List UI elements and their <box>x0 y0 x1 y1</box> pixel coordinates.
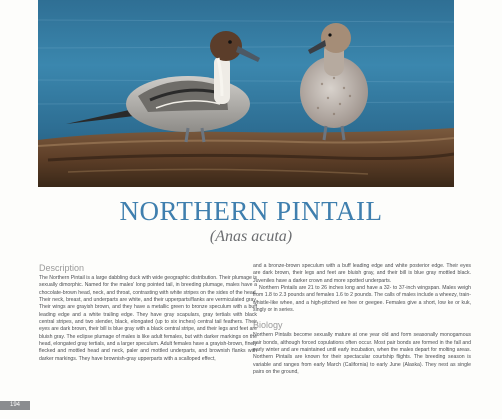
description-size-paragraph: Northern Pintails are 21 to 26 inches long and have a 32- to 37-inch wingspan. Males weigh from 1.8 to 2.3 pounds and females 1.6 to 2 pounds. The calls of males include a wheezy, train-whistle-like whee, and a high-pitched ee hee or geegee. Females give a short, low ke or kuk, singly or in series. <box>253 285 471 314</box>
description-continued-paragraph: and a bronze-brown speculum with a buff leading edge and white posterior edge. Their eyes are dark brown, their legs and feet are bluish gray, and their bill is blue gray mottled black. Juveniles have a darker crown and more spotted underparts. <box>253 263 471 284</box>
description-heading: Description <box>39 263 85 273</box>
right-column <box>253 263 471 376</box>
pintail-photo <box>38 0 454 187</box>
left-column <box>39 263 257 363</box>
biology-paragraph: Northern Pintails become sexually mature at one year old and form seasonally monogamous pair bonds, although forced copulations often occur. Most pair bonds are formed in the fall and early winter and are maintained until early incubation, when the males depart for molting areas. Northern Pintails are known for their spectacular courtship flights. The breeding season is variable and ranges from early March (California) to early June (Alaska). They nest as single pairs on the ground, <box>253 332 471 376</box>
species-latin-name: (Anas acuta) <box>209 228 293 245</box>
description-paragraph: The Northern Pintail is a large dabbling duck with wide geographic distribution. Their plumage is sexually dimorphic. Named for the males' long pointed tail, in breeding plumage, males have a chocolate-brown head, neck, and throat, contrasting with white stripes on the sides of the head. Their neck, breast, and underparts are white, and their upperparts/flanks are vermiculated gray. Their wings are grayish brown, and they have a metallic green to bronze speculum with a buff leading edge and a white trailing edge. They have gray scapulars, gray tertials with black central stripes, and two slender, black, elongated (up to six inches) central tail feathers. Their eyes are dark brown, their bill is blue gray with a black central stripe, and their legs and feet are bluish gray. The eclipse plumage of males is like adult females, but with darker markings on the head, elongated gray tertials, and a larger speculum. Adult females have a grayish-brown, finely flecked and mottled head and neck, paler and mottled underparts, and brownish flanks with darker markings. They have brownish-gray upperparts with a scalloped effect, <box>39 275 257 362</box>
page-number: 194 <box>0 401 30 410</box>
species-common-name: NORTHERN PINTAIL <box>119 196 383 226</box>
biology-heading: Biology <box>253 320 283 331</box>
